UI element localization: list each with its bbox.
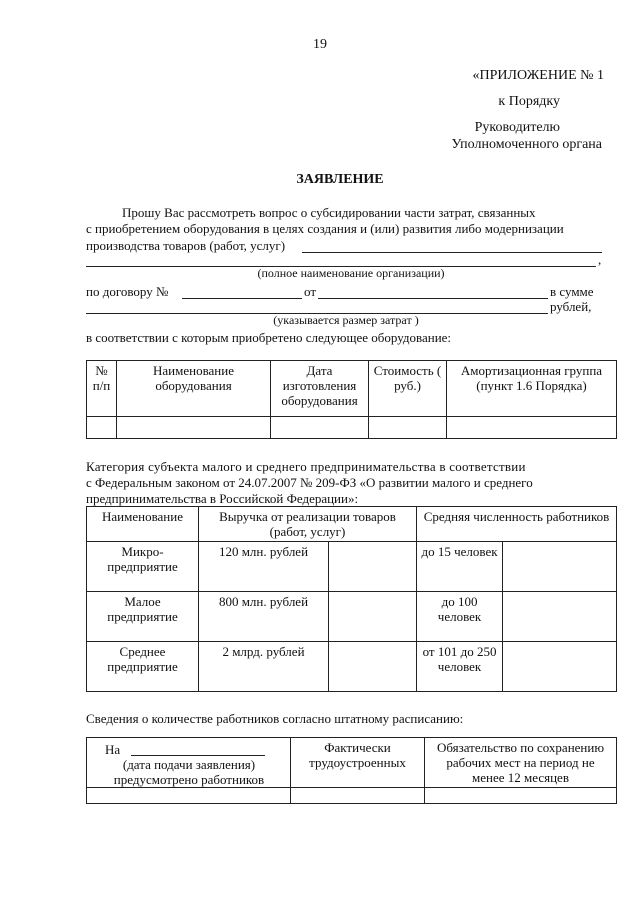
staff-on-label: На [105,742,121,757]
staff-header-planned [87,738,291,788]
category-revenue-check-medium[interactable] [329,642,417,692]
appendix-to-order: к Порядку [498,94,560,109]
category-header-revenue: Выручка от реализации товаров (работ, услуг) [199,507,417,542]
category-name-medium: Среднее предприятие [87,642,199,692]
category-revenue-micro: 120 млн. рублей [199,542,329,592]
contract-number-blank-line[interactable] [182,298,302,299]
contract-date-blank-line[interactable] [318,298,548,299]
contract-label: по договору № [86,284,169,299]
category-line1: Категория субъекта малого и среднего предпринимательства в соответствии [86,459,526,474]
category-staff-medium: от 101 до 250 человек [417,642,503,692]
category-staff-small: до 100 человек [417,592,503,642]
equipment-cell-number[interactable] [87,417,117,439]
equipment-cell-group[interactable] [447,417,617,439]
staff-date-blank-line[interactable] [131,755,265,756]
staff-cell-actual[interactable] [291,788,425,804]
category-revenue-small: 800 млн. рублей [199,592,329,642]
staff-header-actual: Фактически трудоустроенных [291,738,425,788]
staff-header-obligation: Обязательство по сохранению рабочих мест на период не менее 12 месяцев [425,738,617,788]
request-line2: с приобретением оборудования в целях создания и (или) развития либо модернизации [86,221,564,236]
equipment-header-date: Дата изготовления оборудования [271,361,369,417]
category-name-micro: Микро-предприятие [87,542,199,592]
staff-intro: Сведения о количестве работников согласно штатному расписанию: [86,711,464,726]
staff-cell-planned[interactable] [87,788,291,804]
cost-caption: (указывается размер затрат ) [273,313,419,327]
equipment-cell-name[interactable] [117,417,271,439]
category-name-small: Малое предприятие [87,592,199,642]
staff-cell-obligation[interactable] [425,788,617,804]
category-revenue-medium: 2 млрд. рублей [199,642,329,692]
category-line2: с Федеральным законом от 24.07.2007 № 209-ФЗ «О развитии малого и среднего [86,475,533,490]
addressee-line2: Уполномоченного органа [451,137,602,152]
equipment-cell-date[interactable] [271,417,369,439]
page-number: 19 [313,37,327,52]
category-staff-check-micro[interactable] [503,542,617,592]
category-header-name: Наименование [87,507,199,542]
request-line1: Прошу Вас рассмотреть вопрос о субсидировании части затрат, связанных [122,205,536,220]
category-staff-check-medium[interactable] [503,642,617,692]
contract-from-label: от [304,284,317,299]
category-header-staff: Средняя численность работников [417,507,617,542]
addressee-line1: Руководителю [474,120,560,135]
equipment-header-number: № п/п [87,361,117,417]
staff-date-caption: (дата подачи заявления) [122,757,256,772]
production-blank-line[interactable] [302,252,602,253]
rubles-label: рублей, [550,299,592,314]
equipment-header-group: Амортизационная группа (пункт 1.6 Порядка) [447,361,617,417]
equipment-header-cost: Стоимость ( руб.) [369,361,447,417]
category-revenue-check-micro[interactable] [329,542,417,592]
document-heading: ЗАЯВЛЕНИЕ [296,172,384,187]
category-staff-micro: до 15 человек [417,542,503,592]
request-line3: производства товаров (работ, услуг) [86,238,286,253]
equipment-table [86,360,617,439]
category-staff-check-small[interactable] [503,592,617,642]
category-revenue-check-small[interactable] [329,592,417,642]
appendix-title: «ПРИЛОЖЕНИЕ № 1 [472,68,604,83]
equipment-cell-cost[interactable] [369,417,447,439]
org-name-comma: , [598,252,602,267]
category-table [86,506,617,692]
org-name-caption: (полное наименование организации) [257,266,445,280]
equipment-header-name: Наименование оборудования [117,361,271,417]
staff-table [86,737,617,804]
equipment-intro: в соответствии с которым приобретено следующее оборудование: [86,330,452,345]
staff-planned-label: предусмотрено работников [113,772,265,787]
category-line3: предпринимательства в Российской Федерации»: [86,491,359,506]
contract-sum-label: в сумме [550,284,594,299]
